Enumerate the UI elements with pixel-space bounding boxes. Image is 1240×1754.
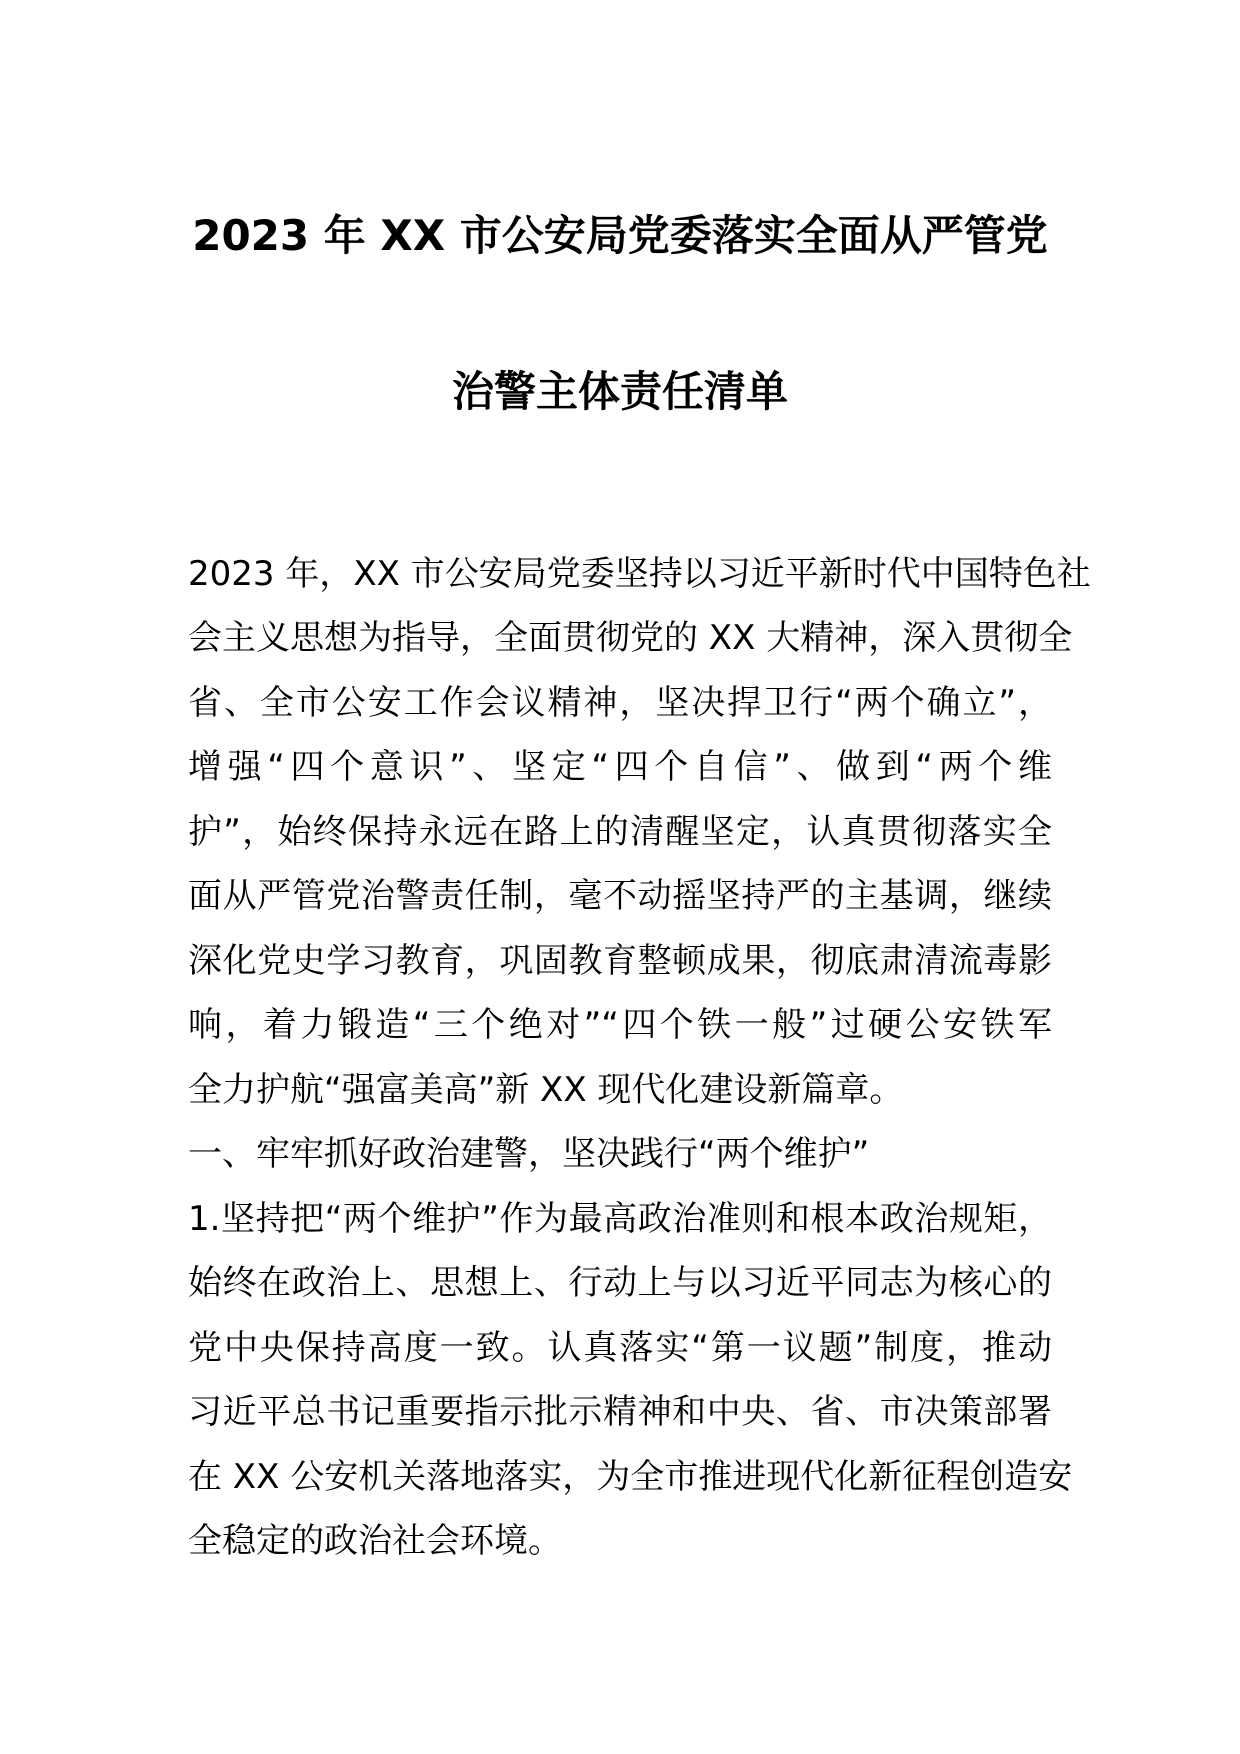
item-line-6: 全稳定的政治社会环境。 xyxy=(188,1521,562,1561)
intro-line-1: 2023 年，XX 市公安局党委坚持以习近平新时代中国特色社 xyxy=(188,554,1091,594)
intro-line-5: 护”，始终保持永远在路上的清醒坚定，认真贯彻落实全 xyxy=(188,812,1052,852)
item-line-4: 习近平总书记重要指示批示精神和中央、省、市决策部署 xyxy=(188,1392,1052,1432)
item-line-5: 在 XX 公安机关落地落实，为全市推进现代化新征程创造安 xyxy=(188,1457,1073,1497)
document-title-line-2: 治警主体责任清单 xyxy=(451,367,788,416)
intro-line-6: 面从严管党治警责任制，毫不动摇坚持严的主基调，继续 xyxy=(188,876,1052,916)
item-line-1: 1.坚持把“两个维护”作为最高政治准则和根本政治规矩， xyxy=(188,1199,1052,1239)
intro-line-8: 响，着力锻造“三个绝对”“四个铁一般”过硬公安铁军 xyxy=(188,1005,1052,1045)
item-line-3: 党中央保持高度一致。认真落实“第一议题”制度，推动 xyxy=(188,1328,1052,1368)
intro-line-3: 省、全市公安工作会议精神，坚决捍卫行“两个确立”， xyxy=(188,683,1052,723)
item-line-2: 始终在政治上、思想上、行动上与以习近平同志为核心的 xyxy=(188,1263,1052,1303)
document-title-line-1: 2023 年 XX 市公安局党委落实全面从严管党 xyxy=(192,211,1048,260)
section-heading: 一、牢牢抓好政治建警，坚决践行“两个维护” xyxy=(188,1134,870,1174)
intro-line-2: 会主义思想为指导，全面贯彻党的 XX 大精神，深入贯彻全 xyxy=(188,618,1073,658)
intro-line-4: 增强“四个意识”、坚定“四个自信”、做到“两个维 xyxy=(188,747,1052,787)
intro-line-9: 全力护航“强富美高”新 XX 现代化建设新篇章。 xyxy=(188,1070,904,1110)
intro-line-7: 深化党史学习教育，巩固教育整顿成果，彻底肃清流毒影 xyxy=(188,941,1052,981)
